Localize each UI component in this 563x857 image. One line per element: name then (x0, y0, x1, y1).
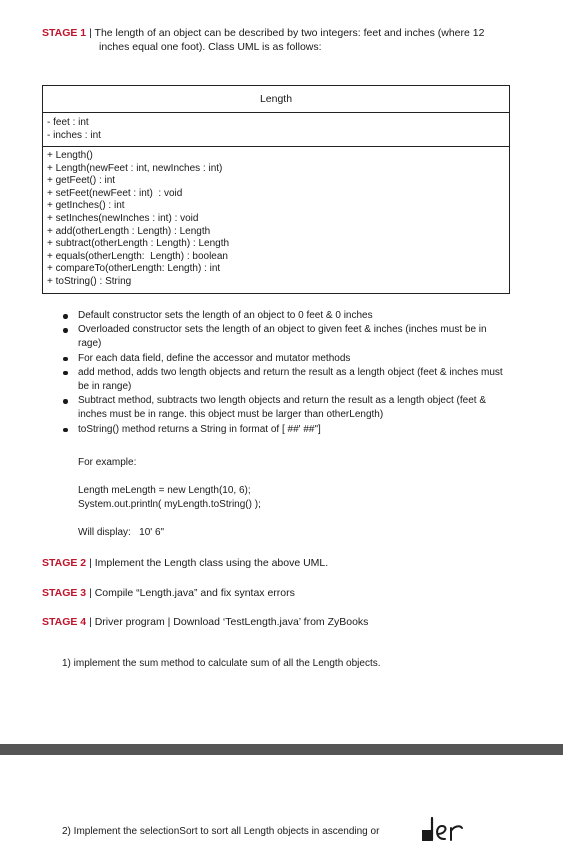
uml-methods (43, 147, 509, 293)
list-item: Overloaded constructor sets the length of an object to given feet & inches (inches must be in rage) (62, 323, 512, 351)
example-display-value: 10' 6" (139, 527, 165, 538)
stage4-line (42, 615, 522, 629)
list-item: For each data field, define the accessor and mutator methods (62, 352, 512, 366)
stage1-label: STAGE 1 (42, 27, 87, 39)
handwriting-stroke-e (437, 826, 445, 839)
stage1-text: | The length of an object can be described by two integers: feet and inches (where 12 (86, 27, 485, 39)
stage4-label: STAGE 4 (42, 616, 87, 628)
list-item: add method, adds two length objects and return the result as a length object (feet & inches must be in range) (62, 366, 512, 394)
uml-attribute: - feet : int (47, 117, 89, 128)
stage2-line (42, 556, 522, 570)
uml-method: + compareTo(otherLength: Length) : int (47, 263, 221, 275)
example-display (78, 526, 164, 540)
handwritten-annotation (418, 812, 478, 852)
example-intro: For example: (78, 457, 137, 468)
list-item: Default constructor sets the length of an object to 0 feet & 0 inches (62, 309, 512, 323)
uml-class-name: Length (43, 86, 509, 113)
question-1: 1) implement the sum method to calculate sum of all the Length objects. (62, 658, 381, 669)
uml-method: + add(otherLength : Length) : Length (47, 225, 211, 237)
uml-method: + getFeet() : int (47, 175, 116, 187)
example-code-line: System.out.println( myLength.toString() ); (78, 499, 261, 510)
page-separator (0, 744, 563, 755)
example-display-label: Will display: (78, 527, 131, 538)
example-code-line: Length meLength = new Length(10, 6); (78, 485, 251, 496)
list-item: toString() method returns a String in format of [ ##' ##"] (62, 423, 512, 437)
uml-method: + setFeet(newFeet : int) : void (47, 187, 183, 199)
stage2-label: STAGE 2 (42, 557, 87, 569)
list-item: Subtract method, subtracts two length objects and return the result as a length object (feet & inches must be in range. this object must be larger than otherLength) (62, 394, 512, 422)
uml-method: + Length(newFeet : int, newInches : int) (47, 162, 223, 174)
question-2: 2) Implement the selectionSort to sort all Length objects in ascending or (62, 826, 380, 837)
uml-method: + equals(otherLength: Length) : boolean (47, 250, 228, 262)
uml-method: + toString() : String (47, 275, 132, 287)
uml-method: + setInches(newInches : int) : void (47, 212, 199, 224)
uml-method: + Length() (47, 150, 93, 161)
uml-class-diagram (42, 85, 510, 294)
stage4-text: | Driver program | Download ‘TestLength.java’ from ZyBooks (86, 616, 369, 628)
stage1-text-continued: inches equal one foot). Class UML is as follows: (99, 41, 322, 53)
stage2-text: | Implement the Length class using the above UML. (86, 557, 329, 569)
stage1-line (42, 26, 522, 40)
requirements-list (62, 309, 512, 437)
stage3-text: | Compile “Length.java” and fix syntax errors (86, 587, 295, 599)
uml-attributes (43, 113, 509, 147)
uml-method: + subtract(otherLength : Length) : Length (47, 238, 230, 250)
uml-attribute: - inches : int (47, 129, 101, 141)
uml-method: + getInches() : int (47, 200, 125, 212)
stage3-label: STAGE 3 (42, 587, 87, 599)
stage3-line (42, 586, 522, 600)
handwriting-stroke-r (451, 826, 462, 840)
